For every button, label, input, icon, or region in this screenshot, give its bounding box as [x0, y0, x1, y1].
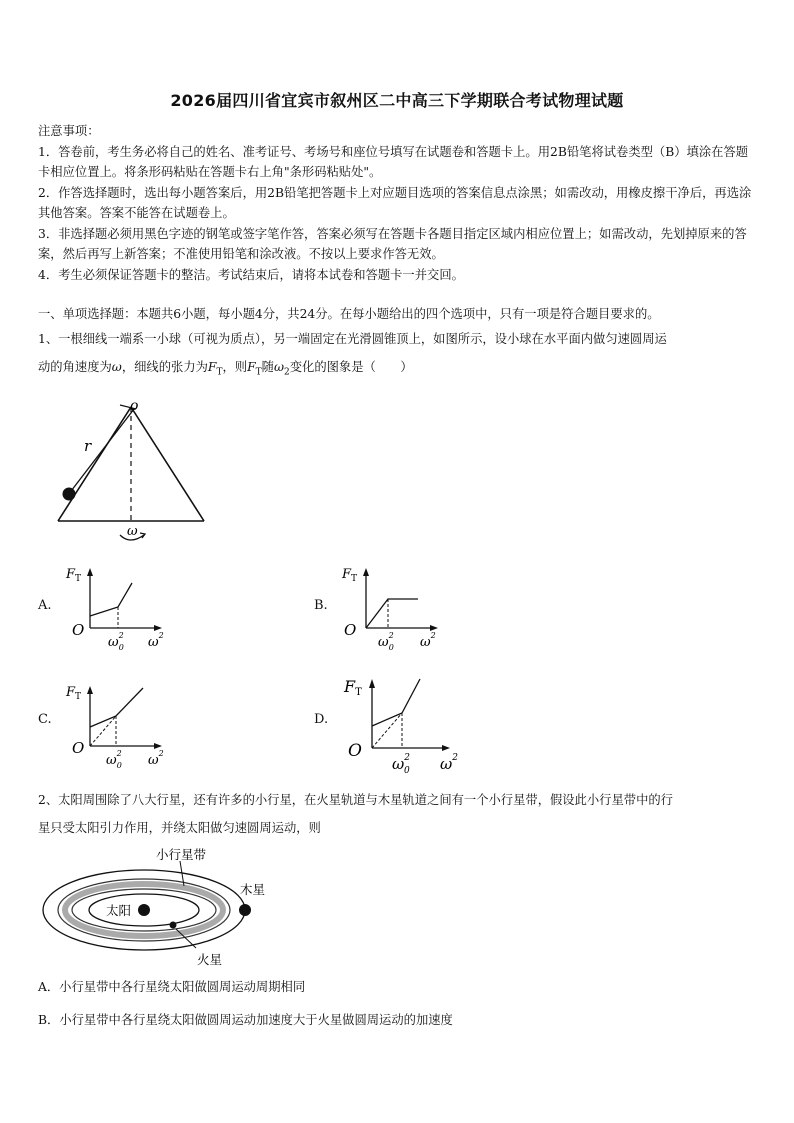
svg-text:ω2: $\omega^2$	[440, 753, 458, 773]
option-c-label: C.	[38, 712, 52, 727]
svg-text:O: O	[344, 621, 357, 639]
curve-d	[372, 679, 420, 726]
cone-figure	[50, 395, 220, 545]
section-heading: 一、单项选择题：本题共6小题，每小题4分，共24分。在每小题给出的四个选项中，只有一项是符合题目要求的。	[38, 307, 660, 321]
choice-b: B．小行星带中各行星绕太阳做圆周运动加速度大于火星做圆周运动的加速度	[38, 1013, 453, 1027]
sun-label: 太阳	[106, 903, 132, 918]
question-2-line2: 星只受太阳引力作用，并绕太阳做匀速圆周运动，则	[38, 821, 321, 835]
svg-text:O: O	[72, 621, 85, 639]
choice-a: A．小行星带中各行星绕太阳做圆周运动周期相同	[38, 980, 306, 994]
string-line	[68, 409, 134, 495]
question-2	[38, 786, 758, 842]
page-title: 2026届四川省宜宾市叙州区二中高三下学期联合考试物理试题	[170, 91, 624, 110]
notice-item-2: 2．作答选择题时，选出每小题答案后，用2B铅笔把答题卡上对应题目选项的答案信息点涂黑；如需改动，用橡皮擦干净后，再选涂其他答案。答案不能答在试题卷上。	[38, 185, 752, 220]
mars-label: 火星	[197, 952, 223, 967]
option-a-label: A.	[38, 598, 52, 613]
svg-text:FT: $F_T$	[342, 567, 358, 584]
svg-text:ω20: $\omega^2$ 0	[106, 749, 122, 770]
curve-a	[90, 583, 132, 616]
graph-a	[60, 560, 180, 652]
notice-heading: 注意事项：	[38, 124, 100, 138]
cone-left-edge	[58, 407, 131, 521]
notice-item-4: 4．考生必须保证答题卡的整洁。考试结束后，请将本试卷和答题卡一并交回。	[38, 267, 464, 282]
svg-text:ω20: $\omega^2$ 0	[378, 631, 394, 652]
svg-text:FT: FT	[344, 677, 362, 698]
question-1	[38, 325, 758, 386]
jupiter	[239, 904, 251, 916]
question-1-line1: 1、一根细线一端系一小球（可视为质点），另一端固定在光滑圆锥顶上，如图所示，设小球在水平面内做匀速圆周运	[38, 332, 667, 346]
orbit-figure	[36, 844, 286, 972]
svg-text:ω20: $\omega^2$ 0	[108, 631, 124, 652]
svg-text:ω2: $\omega^2$	[148, 631, 164, 650]
notice-item-3: 3．非选择题必须用黑色字迹的钢笔或签字笔作答，答案必须写在答题卡各题目指定区域内相应位置上；如需改动，先划掉原来的答案，然后再写上新答案；不准使用铅笔和涂改液。不按以上要求作答无效。	[38, 226, 747, 261]
notice	[38, 121, 758, 285]
belt-label: 小行星带	[156, 847, 207, 862]
mars	[170, 922, 177, 929]
graph-d	[336, 670, 466, 775]
option-d-label: D.	[314, 712, 329, 727]
option-b-label: B.	[314, 598, 328, 613]
svg-text:ω2: $\omega^2$	[148, 749, 164, 768]
svg-text:O: O	[348, 741, 362, 761]
radius-label: r	[84, 437, 92, 455]
ball	[63, 488, 76, 501]
svg-text:FT: $F_T$	[66, 567, 82, 584]
apex-label: o	[130, 398, 139, 414]
svg-text:O: O	[72, 739, 85, 757]
svg-text:ω2: $\omega^2$	[420, 631, 436, 650]
graph-b	[336, 560, 456, 652]
notice-item-1: 1．答卷前，考生务必将自己的姓名、准考证号、考场号和座位号填写在试题卷和答题卡上。用2B铅笔将试卷类型（B）填涂在答题卡相应位置上。将条形码粘贴在答题卡右上角"条形码粘贴处"。	[38, 144, 749, 179]
jupiter-label: 木星	[240, 882, 266, 897]
cone-right-edge	[131, 407, 204, 521]
svg-text:FT: $F_T$	[66, 685, 82, 702]
sun	[138, 904, 150, 916]
question-2-line1: 2、太阳周围除了八大行星，还有许多的小行星，在火星轨道与木星轨道之间有一个小行星带，假设此小行星带中的行	[38, 793, 673, 807]
svg-text:ω20: $\omega^2$ 0	[392, 753, 410, 775]
graph-c	[60, 678, 180, 770]
curve-b	[366, 599, 418, 628]
omega-label: ω	[127, 524, 138, 539]
question-1-line2: 动的角速度为ω，细线的张力为$F_T$，则$F_T$随$\omega_2$变化的图象是（ ）	[38, 360, 413, 378]
